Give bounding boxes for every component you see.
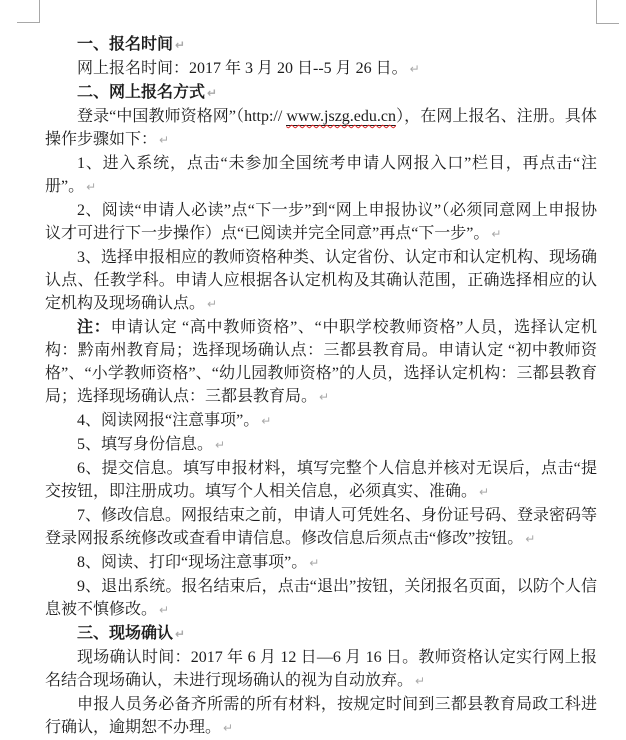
paragraph-mark-icon: ↵ [261,414,272,428]
margin-cropmark-topleft-horizontal [17,22,40,23]
step-2-paragraph [45,199,597,246]
step-7-text: 7、修改信息。网报结束之前，申请人可凭姓名、身份证号码、登录密码等登录网报系统修改或查看申请信息。修改信息后须点击“修改”按钮。 [45,507,598,547]
margin-cropmark-topleft-vertical [39,0,40,22]
step-9-paragraph [45,575,597,622]
section-2-heading [45,81,597,105]
step-8-text: 8、阅读、打印“现场注意事项”。 [77,554,308,571]
paragraph-mark-icon: ↵ [175,38,186,52]
note-text: 申请认定 “高中教师资格”、“中职学校教师资格”人员，选择认定机构：黔南州教育局；选择现场确认点：三都县教育局。申请认定 “初中教师资格”、“小学教师资格”、“幼儿园教师资格”的人员，选择认定机构：三都县教育局；选择现场确认点：三都县教育局。 [45,319,597,405]
paragraph-mark-icon: ↵ [491,227,502,241]
registration-time-paragraph [45,57,597,81]
step-1-paragraph [45,152,597,199]
confirmation-time-text: 现场确认时间：2017 年 6 月 12 日—6 月 16 日。教师资格认定实行网上报名结合现场确认，未进行现场确认的视为自动放弃。 [45,649,597,689]
step-4-paragraph [45,409,597,433]
materials-paragraph [45,693,597,740]
paragraph-mark-icon: ↵ [415,674,426,688]
paragraph-mark-icon: ↵ [223,721,234,735]
step-3-paragraph [45,246,597,316]
paragraph-mark-icon: ↵ [159,603,170,617]
paragraph-mark-icon: ↵ [479,485,490,499]
section-3-heading [45,622,597,646]
paragraph-mark-icon: ↵ [207,297,218,311]
margin-cropmark-topright-vertical [596,0,597,23]
note-label: 注： [77,319,111,336]
website-link[interactable] [286,108,396,126]
paragraph-mark-icon: ↵ [215,438,226,452]
document-body [45,33,597,740]
paragraph-mark-icon: ↵ [525,532,536,546]
step-9-text: 9、退出系统。报名结束后，点击“退出”按钮，关闭报名页面，以防个人信息被不慎修改。 [45,578,597,618]
section-1-heading [45,33,597,57]
paragraph-mark-icon: ↵ [409,62,420,76]
section-2-intro-paragraph [45,105,597,152]
website-link-text: www.jszg.edu.cn [286,108,397,125]
margin-cropmark-topright-horizontal [596,23,619,24]
intro-text-post: ），在网上报名、注册。具体操作步骤如下： [45,108,597,148]
step-1-text: 1、进入系统，点击“未参加全国统考申请人网报入口”栏目，再点击“注册”。 [45,155,597,195]
paragraph-mark-icon: ↵ [86,180,97,194]
step-5-paragraph [45,433,597,457]
step-5-text: 5、填写身份信息。 [77,436,214,453]
materials-text: 申报人员务必备齐所需的所有材料，按规定时间到三都县教育局政工科进行确认，逾期恕不办理。 [45,696,597,736]
paragraph-mark-icon: ↵ [159,133,170,147]
intro-text-pre: 登录“中国教师资格网”（http:// [77,108,287,125]
step-7-paragraph [45,504,597,551]
confirmation-time-paragraph [45,646,597,693]
registration-time-text: 网上报名时间：2017 年 3 月 20 日--5 月 26 日。 [77,60,408,77]
step-2-text: 2、阅读“申请人必读”点“下一步”到“网上申报协议”（必须同意网上申报协议才可进行下一步操作）点“已阅读并完全同意”再点“下一步”。 [45,202,597,242]
paragraph-mark-icon: ↵ [207,86,218,100]
paragraph-mark-icon: ↵ [309,556,320,570]
step-6-text: 6、提交信息。填写申报材料，填写完整个人信息并核对无误后，点击“提交按钮，即注册成功。填写个人相关信息，必须真实、准确。 [45,460,597,500]
note-paragraph [45,316,597,409]
step-8-paragraph [45,551,597,575]
step-6-paragraph [45,457,597,504]
step-4-text: 4、阅读网报“注意事项”。 [77,412,260,429]
section-3-heading-text: 三、现场确认 [77,625,174,642]
section-1-heading-text: 一、报名时间 [77,36,174,53]
paragraph-mark-icon: ↵ [319,390,330,404]
step-3-text: 3、选择申报相应的教师资格种类、认定省份、认定市和认定机构、现场确认点、任教学科。申请人应根据各认定机构及其确认范围，正确选择相应的认定机构及现场确认点。 [45,249,598,312]
section-2-heading-text: 二、网上报名方式 [77,84,206,101]
paragraph-mark-icon: ↵ [175,627,186,641]
